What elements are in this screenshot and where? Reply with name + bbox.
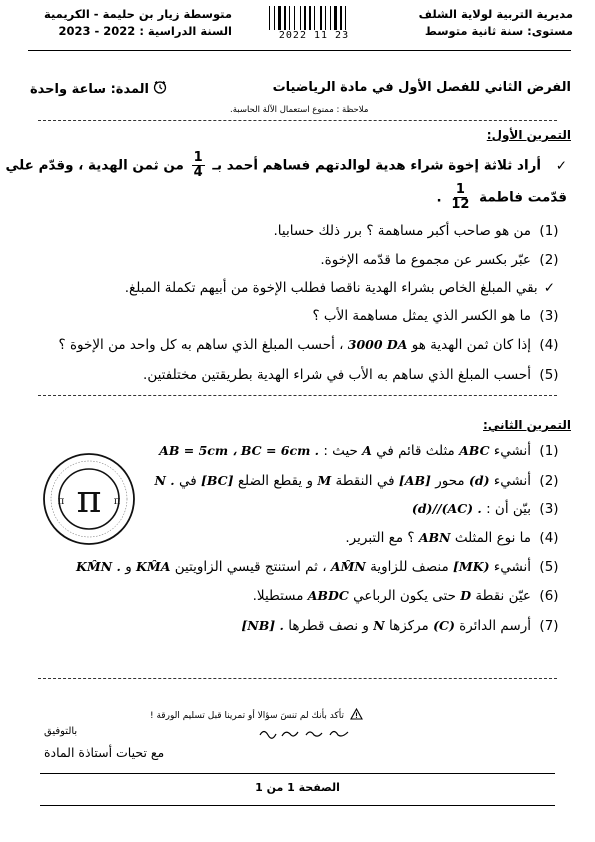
exercise1-question-4 xyxy=(20,336,567,354)
barcode-bar xyxy=(276,6,277,30)
barcode-date: 2022 11 23 xyxy=(278,30,350,41)
question-text-b: محور xyxy=(435,473,465,489)
check-icon: ✓ xyxy=(555,157,567,174)
svg-text:π: π xyxy=(57,496,65,507)
barcode-bar xyxy=(269,6,270,30)
duration-label: المدة: ساعة واحدة xyxy=(30,81,150,97)
exercise1-intro-line2: قدّمت فاطمة $\frac{1}{12}$ . xyxy=(436,182,567,212)
teacher-greeting: مع تحيات أستاذة المادة xyxy=(44,745,165,760)
barcode-bar xyxy=(345,6,346,30)
barcode xyxy=(269,6,359,41)
page-number: الصفحة 1 من 1 xyxy=(255,781,340,794)
question-text-c: في النقطة xyxy=(335,473,395,489)
intro-text-b: من ثمن الهدية ، وقدّم علي xyxy=(5,157,184,174)
divider-2 xyxy=(38,395,557,396)
exercise1-heading: التمرين الأول: xyxy=(486,128,571,142)
barcode-bar xyxy=(343,6,344,30)
math-triangle: ABC xyxy=(459,443,490,458)
school-year-label: السنة الدراسية : 2022 - 2023 xyxy=(58,24,232,38)
exercise1-question-1 xyxy=(20,222,567,240)
barcode-bar xyxy=(330,6,331,30)
barcode-bar xyxy=(325,6,326,30)
math-circle-c: (C) xyxy=(433,618,455,633)
fraction-fatima-denominator: 12 xyxy=(451,197,470,212)
barcode-bar xyxy=(296,6,299,30)
question-text-e: في xyxy=(178,473,197,489)
calculator-note: ملاحظة : ممنوع استعمال الآلة الحاسبة. xyxy=(230,105,369,115)
barcode-bar xyxy=(320,6,322,30)
divider-3 xyxy=(38,678,557,679)
barcode-bar xyxy=(332,6,333,30)
exercise1-question-2 xyxy=(20,251,567,269)
barcode-bar xyxy=(284,6,286,30)
math-angle-kma: KM̂A xyxy=(136,559,171,574)
good-luck-label: بالتوفيق xyxy=(44,726,78,737)
exercise1-question-3 xyxy=(20,307,567,325)
barcode-bar xyxy=(278,6,281,30)
math-point-n: N . xyxy=(154,473,175,488)
barcode-bar xyxy=(314,6,315,30)
warning-text: تأكد بأنك لم تنسَ سؤالا أو تمرينا قبل تسليم الورقة ! xyxy=(150,710,344,721)
question-text-b: مركزها xyxy=(388,618,429,634)
math-ray-mk: [MK) xyxy=(453,559,490,574)
question-text-b: مثلث قائم في xyxy=(376,443,455,459)
question-number: (7) xyxy=(539,618,559,634)
barcode-bar xyxy=(312,6,313,30)
exercise2-heading: التمرين الثاني: xyxy=(483,418,571,432)
bridge-text: بقي المبلغ الخاص بشراء الهدية ناقصا فطلب الإخوة من أبيهم تكملة المبلغ. xyxy=(124,280,538,296)
math-lengths: AB = 5cm ، BC = 6cm . xyxy=(159,443,320,458)
question-text: أحسب المبلغ الذي ساهم به الأب في شراء الهدية بطريقتين مختلفتين. xyxy=(143,367,531,383)
question-text-a: بيّن أن : xyxy=(486,501,531,517)
barcode-bar xyxy=(282,6,283,30)
math-point-m: M xyxy=(317,473,332,488)
barcode-bar xyxy=(300,6,301,30)
directorate-label: مديرية التربية لولاية الشلف xyxy=(418,7,573,21)
exercise2-question-6 xyxy=(20,587,567,605)
intro-text-a: أراد ثلاثة إخوة شراء هدية لوالدتهم فساهم أحمد بـ xyxy=(212,157,541,174)
header-left xyxy=(32,6,232,40)
question-text-d: و يقطع الضلع xyxy=(237,473,314,489)
question-number: (2) xyxy=(539,252,559,268)
warning-icon xyxy=(350,708,363,723)
math-radius-nb: [NB] . xyxy=(241,618,284,633)
barcode-bar xyxy=(334,6,337,30)
math-segment-ab: [AB] xyxy=(398,473,431,488)
math-angle-amn: AM̂N xyxy=(330,559,366,574)
svg-text:π: π xyxy=(113,496,121,507)
school-stamp xyxy=(42,452,136,546)
question-text: ما هو الكسر الذي يمثل مساهمة الأب ؟ xyxy=(312,308,531,324)
barcode-bar xyxy=(338,6,339,30)
price-math: 3000 DA xyxy=(347,337,408,352)
barcode-bar xyxy=(323,6,324,30)
barcode-bar xyxy=(327,6,329,30)
math-center-n: N xyxy=(373,618,385,633)
question-text-a: أنشيء xyxy=(493,559,531,575)
question-number: (3) xyxy=(539,501,559,517)
divider-1 xyxy=(38,120,557,121)
question-text: من هو صاحب أكبر مساهمة ؟ برر ذلك حسابيا. xyxy=(273,223,531,239)
level-label: مستوى: سنة ثانية متوسط xyxy=(424,24,573,38)
question-number: (5) xyxy=(539,559,559,575)
footer-line-bottom xyxy=(40,805,555,806)
exercise1-intro-line1 xyxy=(5,150,567,180)
question-text-b: منصف للزاوية xyxy=(370,559,449,575)
handwritten-mark xyxy=(258,725,353,739)
question-text-a: أرسم الدائرة xyxy=(459,618,531,634)
header-divider xyxy=(28,50,571,51)
barcode-bar xyxy=(274,6,275,30)
barcode-bar xyxy=(289,6,290,30)
barcode-bar xyxy=(271,6,273,30)
question-text-c: ، ثم استنتج قيسي الزاويتين xyxy=(174,559,327,575)
exercise2-question-5 xyxy=(20,558,567,576)
question-number: (1) xyxy=(539,223,559,239)
question-text-a: ما نوع المثلث xyxy=(454,530,531,546)
question-text-c: مستطيلا. xyxy=(252,588,304,604)
math-point-d: D xyxy=(460,588,472,603)
barcode-bar xyxy=(347,6,349,30)
fraction-ahmed xyxy=(192,151,205,180)
barcode-bar xyxy=(307,6,308,30)
math-parallel: (d)//(AC) . xyxy=(411,501,482,516)
exercise2-question-7 xyxy=(20,617,567,635)
intro-text-d: قدّمت فاطمة xyxy=(479,189,567,206)
warning-line xyxy=(150,708,363,723)
question-text-a: أنشيء xyxy=(493,473,531,489)
question-text-a: أنشيء xyxy=(493,443,531,459)
barcode-bar xyxy=(304,6,306,30)
question-number: (6) xyxy=(539,588,559,604)
math-triangle-abn: ABN xyxy=(418,530,451,545)
footer-line-top xyxy=(40,773,555,774)
exercise1-bridge xyxy=(20,279,555,297)
question-text-b: ، أحسب المبلغ الذي ساهم به كل واحد من الإخوة ؟ xyxy=(58,337,344,353)
math-segment-bc: [BC] xyxy=(200,473,234,488)
fraction-ahmed-numerator: 1 xyxy=(193,150,203,165)
check-icon: ✓ xyxy=(543,280,555,296)
duration-block xyxy=(30,80,167,98)
question-number: (3) xyxy=(539,308,559,324)
question-text-d: و xyxy=(125,559,132,575)
fraction-ahmed-denominator: 4 xyxy=(193,165,203,180)
barcode-bar xyxy=(309,6,311,30)
math-angle-kmn: KM̂N . xyxy=(76,559,121,574)
math-vertex: A xyxy=(362,443,372,458)
question-text: عبّر بكسر عن مجموع ما قدّمه الإخوة. xyxy=(320,252,531,268)
math-line-d: (d) xyxy=(468,473,490,488)
question-text-c: حيث : xyxy=(323,443,358,459)
fraction-fatima xyxy=(449,183,471,212)
barcode-bar xyxy=(287,6,288,30)
question-text-b: حتى يكون الرباعي xyxy=(353,588,456,604)
question-number: (1) xyxy=(539,443,559,459)
barcode-bar xyxy=(340,6,342,30)
math-quad-abdc: ABDC xyxy=(307,588,349,603)
barcode-bar xyxy=(316,6,319,30)
question-number: (4) xyxy=(539,337,559,353)
header-right xyxy=(363,6,573,40)
barcode-bar xyxy=(291,6,293,30)
exercise1-question-5 xyxy=(20,366,567,384)
exam-title: الفرض الثاني للفصل الأول في مادة الرياضيات xyxy=(272,80,571,95)
fraction-fatima-numerator: 1 xyxy=(455,182,465,197)
barcode-bar xyxy=(294,6,295,30)
question-number: (4) xyxy=(539,530,559,546)
question-text-a: عيّن نقطة xyxy=(475,588,531,604)
question-text-a: إذا كان ثمن الهدية هو xyxy=(411,337,531,353)
stamp-pi-symbol: π xyxy=(76,477,102,521)
question-text-c: و نصف قطرها xyxy=(288,618,369,634)
school-label: متوسطة زيار بن حليمة - الكريمية xyxy=(43,7,232,21)
question-number: (5) xyxy=(539,367,559,383)
barcode-bars xyxy=(269,6,359,30)
question-text-b: ؟ مع التبرير. xyxy=(345,530,415,546)
question-number: (2) xyxy=(539,473,559,489)
clock-icon xyxy=(153,80,167,98)
barcode-bar xyxy=(302,6,303,30)
